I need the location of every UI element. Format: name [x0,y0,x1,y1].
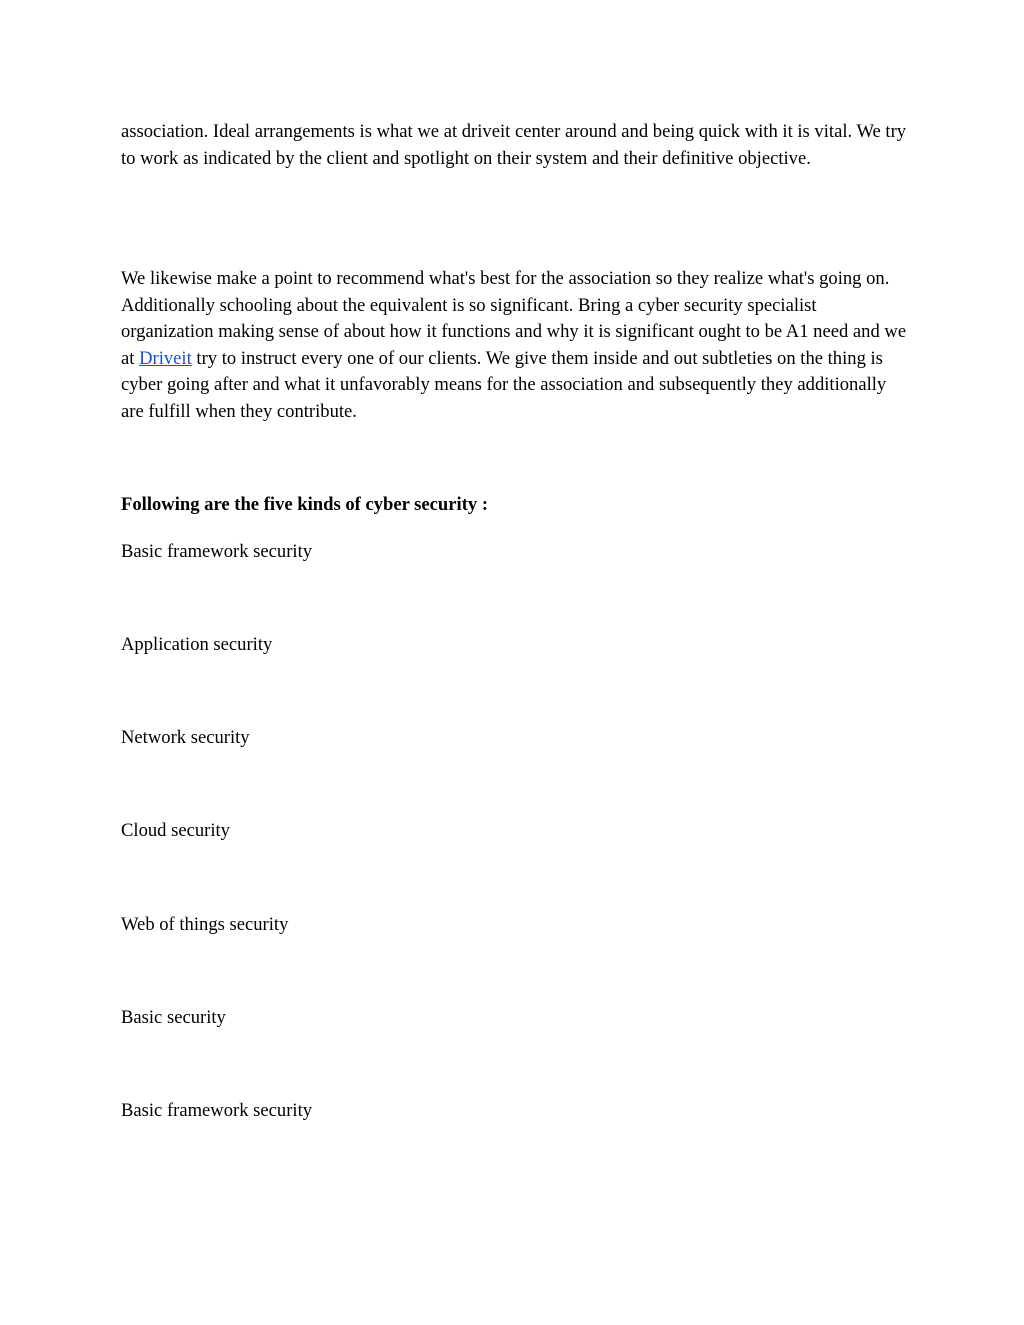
recommendation-paragraph [121,266,911,426]
security-type-item: Application security [121,634,273,655]
security-type-item: Network security [121,727,250,748]
paragraph-text-after-link: try to instruct every one of our clients. We give them inside and out subtleties on the thing is cyber going after and what it unfavorably means for the association and subsequently they additionally are fulfill when they contribute. [121,347,887,422]
paragraph-text-before-link: We likewise make a point to recommend what's best for the association so they realize what's going on. Additionally schooling about the equivalent is so significant. Bring a cyber security specialist organization making sense of about how it functions and why it is significant ought to be A1 need and we at [121,268,907,369]
security-type-item: Cloud security [121,820,230,841]
security-type-item: Basic framework security [121,1100,313,1121]
section-heading: Following are the five kinds of cyber security : [121,494,489,515]
security-type-item: Basic framework security [121,541,313,562]
security-type-item: Basic security [121,1007,226,1028]
intro-paragraph: association. Ideal arrangements is what we at driveit center around and being quick with it is vital. We try to work as indicated by the client and spotlight on their system and their definitive objective. [121,121,907,169]
security-type-item: Web of things security [121,914,289,935]
driveit-link[interactable]: Driveit [139,347,192,369]
